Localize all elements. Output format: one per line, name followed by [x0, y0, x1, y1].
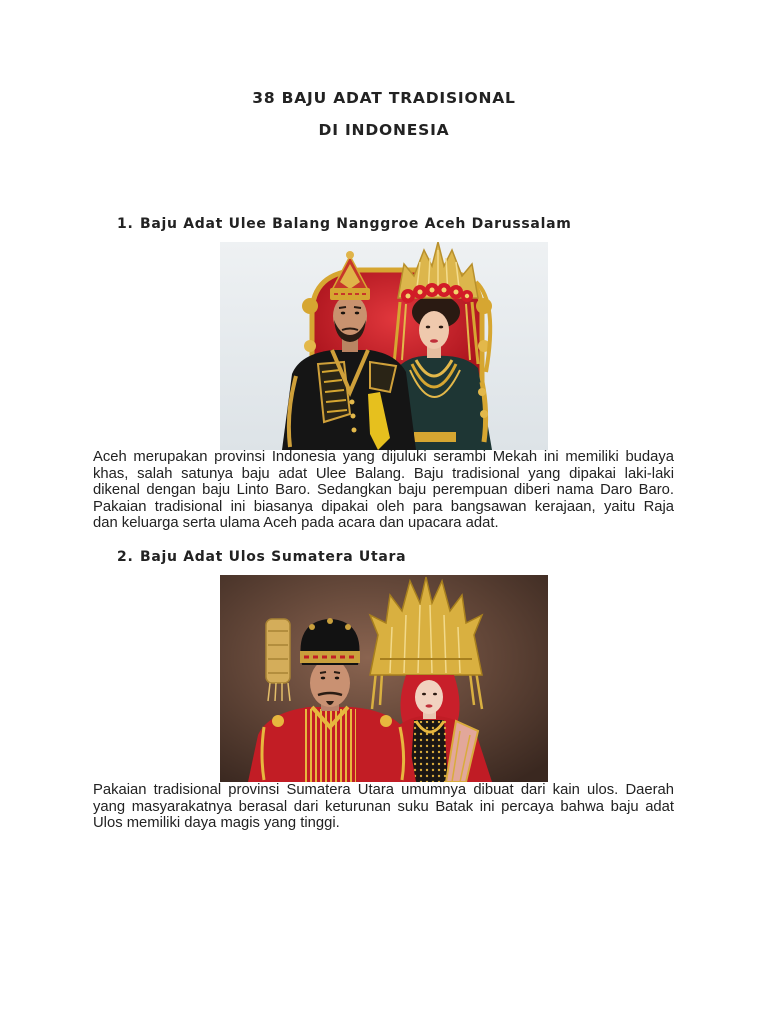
paragraph-line: Aceh merupakan provinsi Indonesia yang dijuluki serambi Mekah ini memiliki budaya	[93, 449, 674, 465]
paragraph-line: Pakaian tradisional provinsi Sumatera Utara umumnya dibuat dari kain ulos. Daerah	[93, 782, 674, 798]
paragraph-line: Ulos memiliki daya magis yang tinggi.	[93, 815, 340, 832]
section-2-heading: Baju Adat Ulos Sumatera Utara	[140, 549, 407, 565]
section-2-number: 2.	[117, 549, 134, 565]
document-title-line-2: DI INDONESIA	[318, 121, 450, 139]
paragraph-line: Pakaian tradisional ini biasanya dipakai oleh para bangsawan kerajaan, yaitu Raja	[93, 498, 674, 515]
document-title-line-1: 38 BAJU ADAT TRADISIONAL	[252, 89, 516, 107]
section-1-number: 1.	[117, 216, 134, 232]
section-2-paragraph	[93, 782, 674, 832]
photo-ulos-couple	[220, 575, 548, 782]
section-1-heading: Baju Adat Ulee Balang Nanggroe Aceh Darussalam	[140, 216, 572, 232]
paragraph-line: dikenal dengan baju Linto Baro. Sedangkan baju perempuan diberi nama Daro Baro.	[93, 482, 674, 499]
paragraph-line: dan keluarga serta ulama Aceh pada acara dan upacara adat.	[93, 515, 499, 532]
paragraph-line: yang masyarakatnya berasal dari keturunan suku Batak ini percaya bahwa baju adat	[93, 798, 674, 815]
paragraph-line: khas, salah satunya baju adat Ulee Balang. Baju tradisional yang dipakai laki-laki	[93, 465, 674, 482]
section-1-paragraph	[93, 449, 674, 532]
photo-ulee-balang-couple	[220, 242, 548, 450]
